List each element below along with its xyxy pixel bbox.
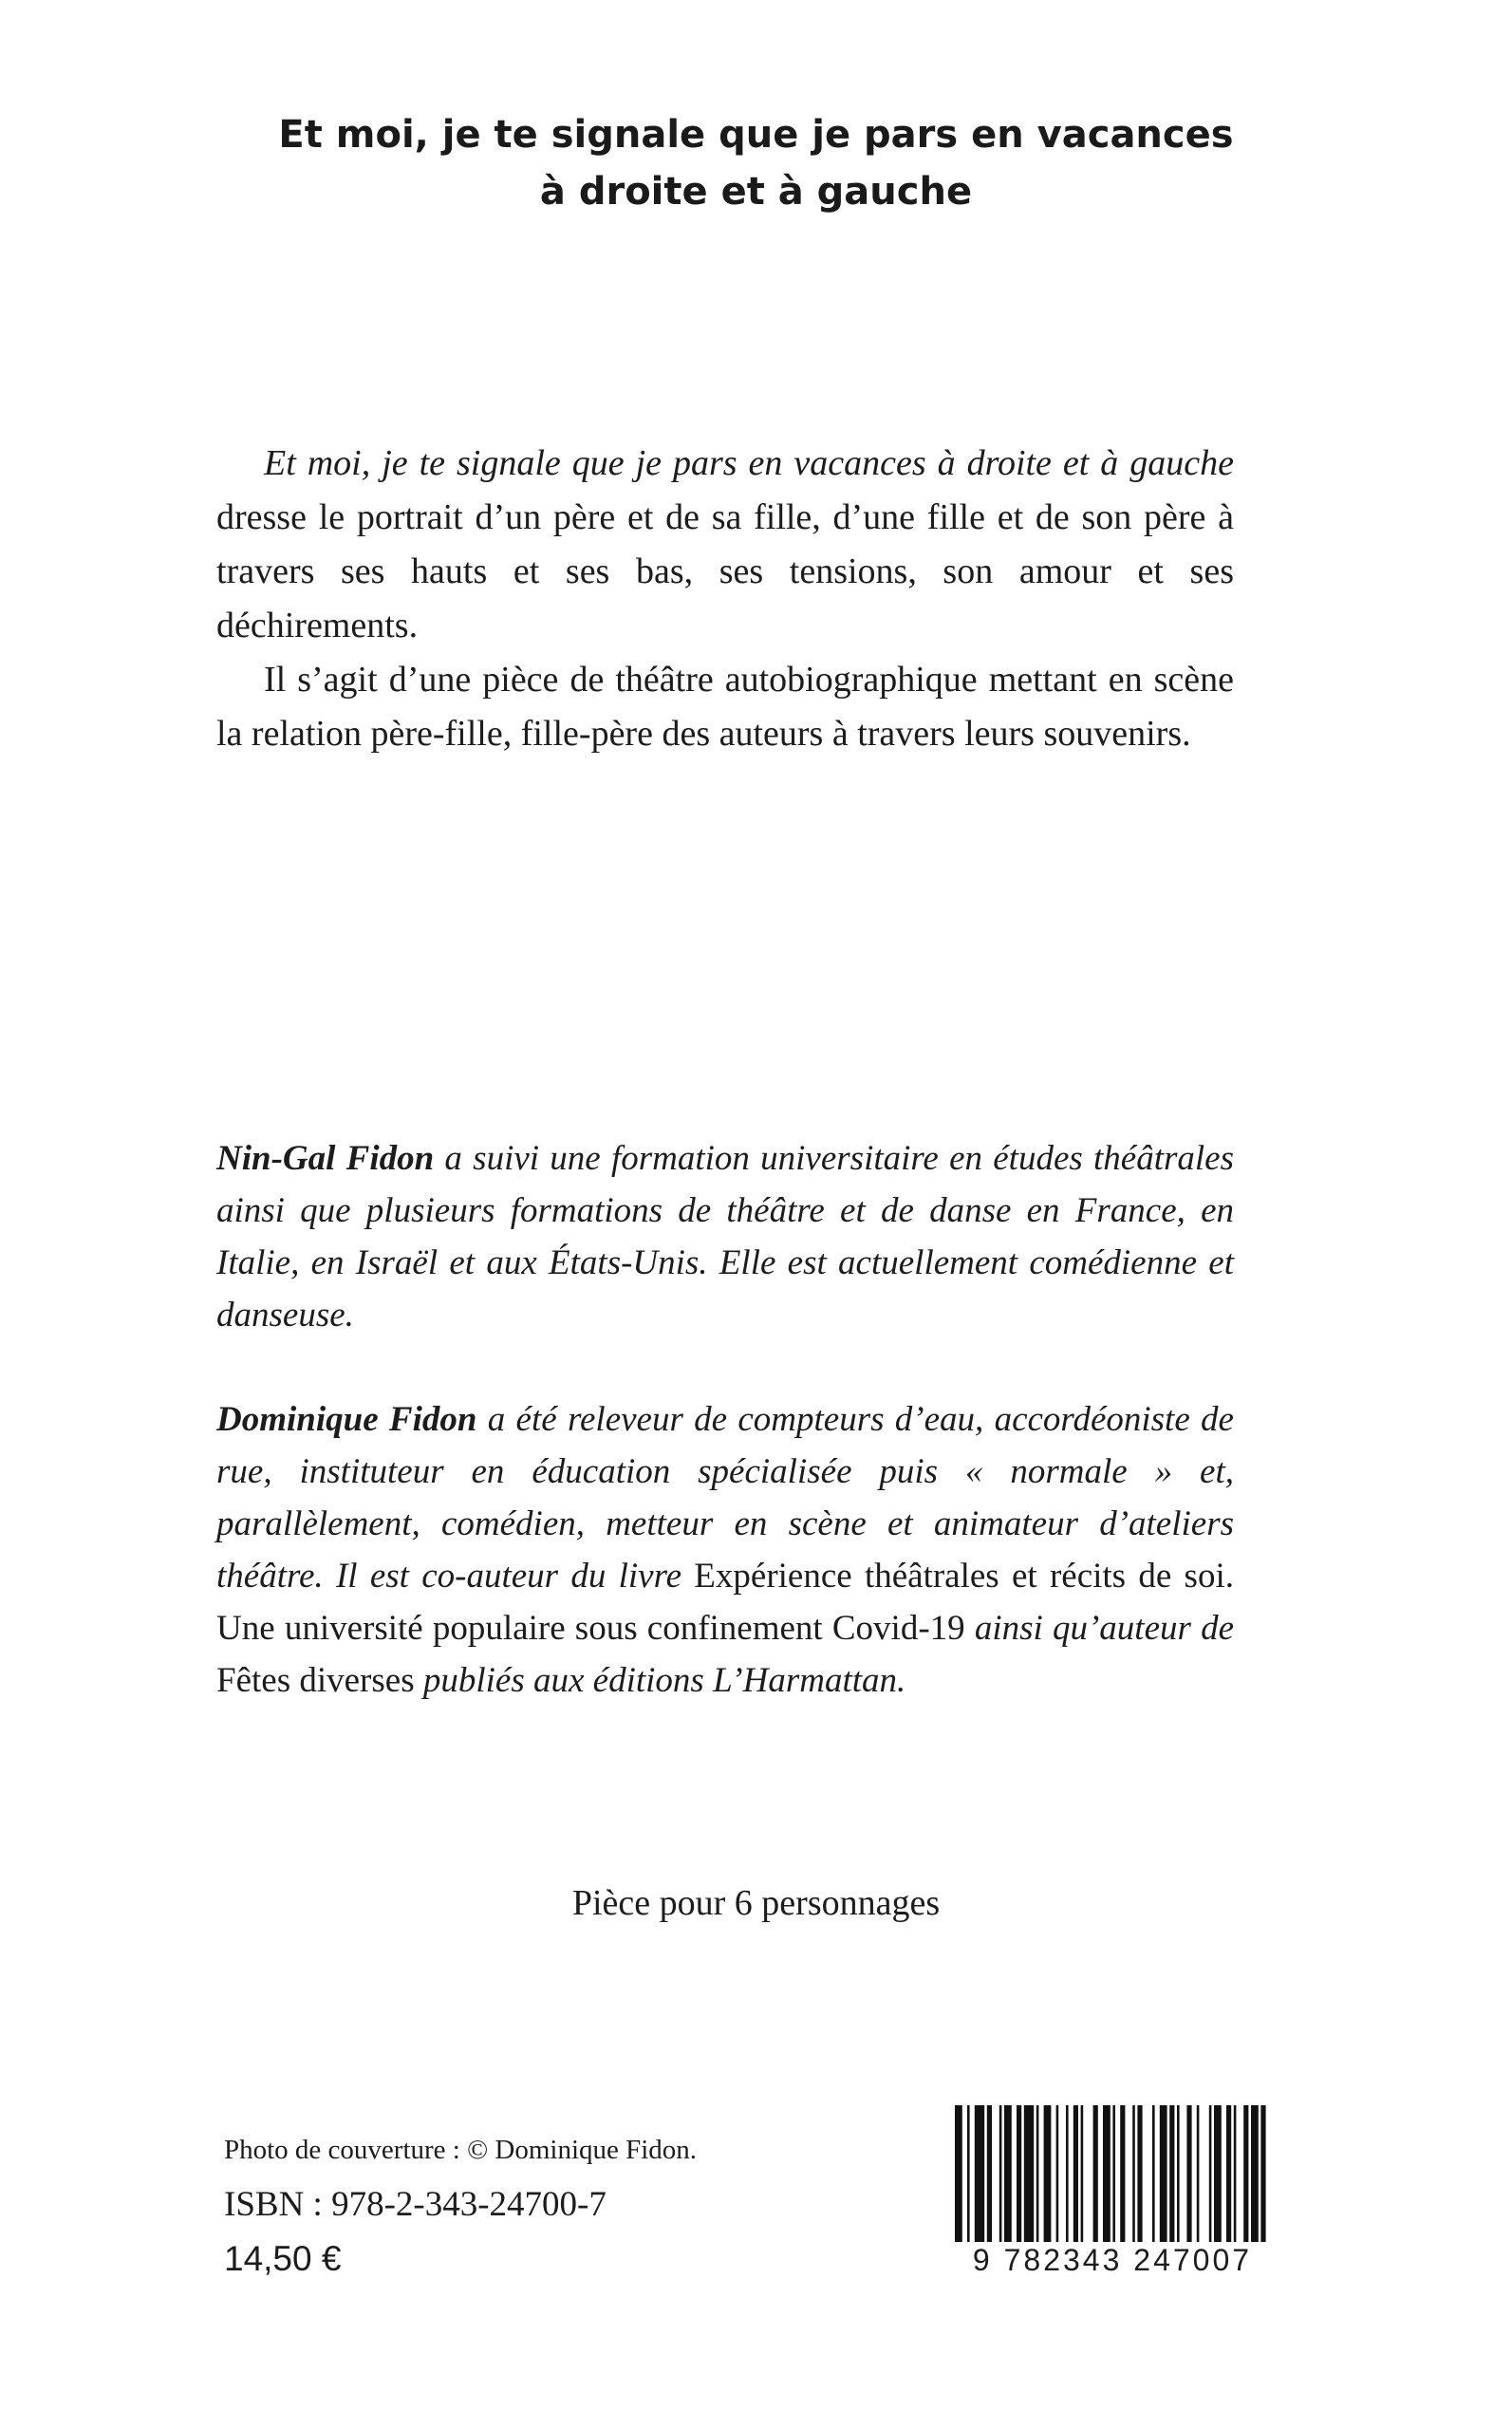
author-bio-dominique-text-3: publiés aux éditions L’Harmattan.	[414, 1661, 906, 1700]
barcode-digits: 9 782343 247007	[949, 2242, 1276, 2278]
book-blurb	[216, 437, 1234, 761]
title-line-2: à droite et à gauche	[539, 170, 973, 214]
isbn: ISBN : 978-2-343-24700-7	[224, 2185, 607, 2224]
author-bio-dominique-text-2: ainsi qu’auteur de	[964, 1609, 1235, 1648]
title-line-1: Et moi, je te signale que je pars en vacances	[278, 113, 1234, 157]
author-name-dominique: Dominique Fidon	[216, 1400, 477, 1439]
author-bio-dominique	[216, 1393, 1234, 1707]
photo-credit: Photo de couverture : © Dominique Fidon.	[224, 2135, 698, 2165]
book-reference-2: Fêtes diverses	[216, 1661, 415, 1700]
author-bio-nin-gal-text: a suivi une formation universitaire en études théâtrales ainsi que plusieurs formations de théâtre et de danse en France, en Italie, en Israël et aux États-Unis. Elle est actuellement comédienne et danseuse.	[216, 1139, 1235, 1335]
author-bio-dominique-text-1: a été releveur de compteurs d’eau, accordéoniste de rue, instituteur en éducation spécialisée puis « normale » et, parallèlement, comédien, metteur en scène et animateur d’ateliers théâtre. Il est co-auteur du livre	[216, 1400, 1234, 1596]
price: 14,50 €	[224, 2239, 342, 2278]
author-bio-nin-gal	[216, 1132, 1234, 1341]
blurb-paragraph-1-text: dresse le portrait d’un père et de sa fille, d’une fille et de son père à travers ses hauts et ses bas, ses tensions, son amour et ses déchirements.	[216, 497, 1234, 645]
blurb-paragraph-1	[216, 437, 1234, 653]
book-reference-1: Expérience théâtrales et récits de soi. Une université populaire sous confinement Covid-19	[216, 1557, 1234, 1648]
blurb-title-reference: Et moi, je te signale que je pars en vacances à droite et à gauche	[264, 443, 1234, 483]
cast-note: Pièce pour 6 personnages	[571, 1883, 941, 1923]
book-title	[0, 106, 1512, 220]
blurb-paragraph-2: Il s’agit d’une pièce de théâtre autobiographique mettant en scène la relation père-fille, fille-père des auteurs à travers leurs souvenirs.	[216, 660, 1234, 754]
author-bios	[216, 1132, 1234, 1707]
author-name-nin-gal: Nin-Gal Fidon	[216, 1139, 435, 1178]
